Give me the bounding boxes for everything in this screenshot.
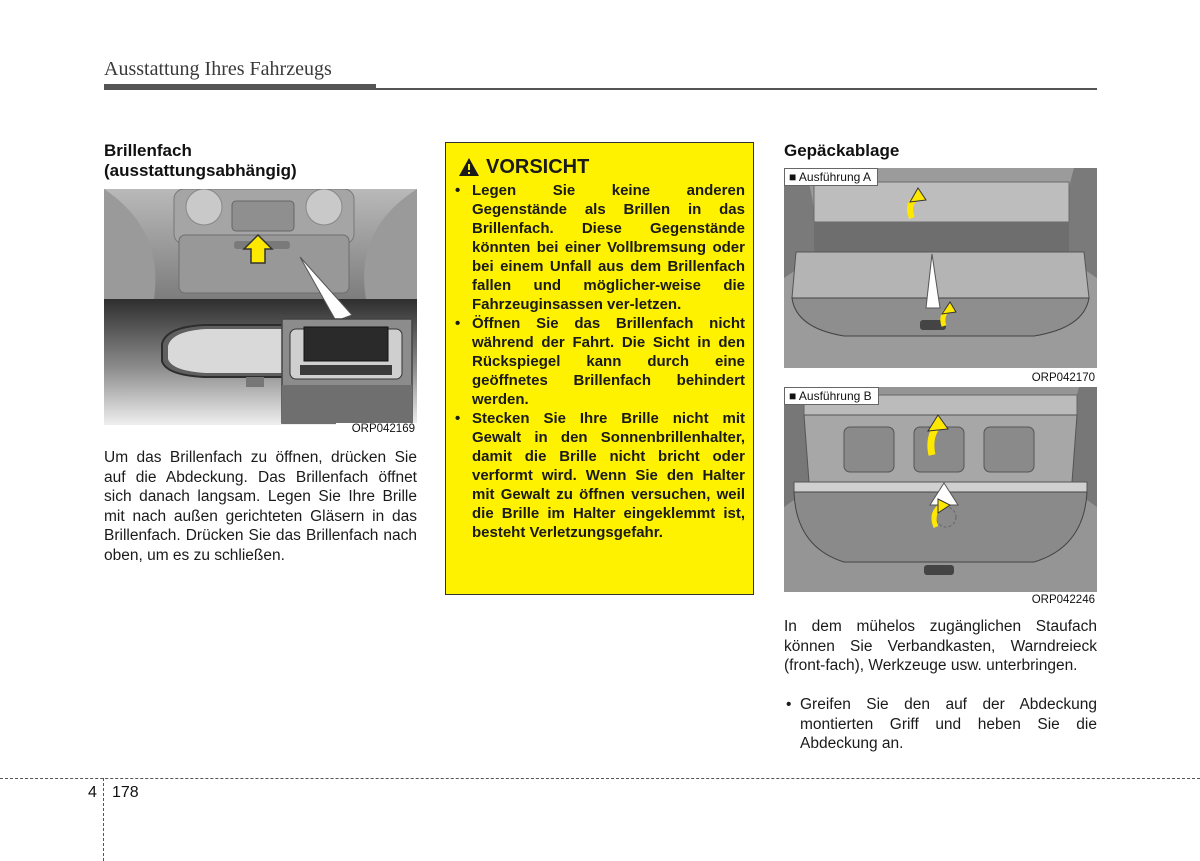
figure-sunglass-holder (104, 189, 417, 437)
chapter-number: 4 (88, 784, 97, 801)
bullet-text: Greifen Sie den auf der Abdeckung montierten Griff und heben Sie die Abdeckung an. (800, 696, 1097, 752)
warning-item: • Legen Sie keine anderen Gegenstände als Brillen in das Brillenfach. Diese Gegenstände könnten bei einer Vollbremsung oder bei einem Unfall aus dem Brillenfach fallen und möglicher-weise die Fahrzeuginsassen ver-letzen. (455, 181, 745, 314)
figure-code: ORP042246 (1031, 594, 1095, 606)
sunglass-holder-illustration (104, 189, 417, 437)
figure-variant-b (784, 387, 1097, 607)
warning-triangle-icon (458, 157, 480, 177)
bullet-dot: • (786, 696, 792, 713)
cargo-variant-b-illustration (784, 387, 1097, 607)
section-heading-gepaeckablage: Gepäckablage (784, 141, 900, 160)
variant-tag: ■ Ausführung A (784, 168, 878, 186)
paragraph-brillenfach: Um das Brillenfach zu öffnen, drücken Sie auf die Abdeckung. Das Brillenfach öffnet sich danach langsam. Legen Sie Ihre Brille mit nach außen gerichteten Gläsern in das Brillenfach. Drücken Sie das Brillenfach nach oben, um es zu schließen. (104, 449, 417, 564)
page-number: 178 (112, 784, 139, 801)
header-rule-accent (104, 84, 376, 90)
heading-line: Brillenfach (104, 141, 192, 160)
cargo-variant-a-illustration (784, 168, 1097, 385)
page-header-title: Ausstattung Ihres Fahrzeugs (104, 58, 332, 80)
bullet-gepaeckablage (784, 695, 1097, 754)
figure-code: ORP042170 (1031, 372, 1095, 384)
warning-list (455, 181, 745, 542)
footer-rule (0, 778, 1200, 779)
footer-divider (103, 778, 104, 861)
warning-item: • Öffnen Sie das Brillenfach nicht während der Fahrt. Die Sicht in den Rückspiegel kann durch eine geöffnetes Brillenfach behindert werden. (455, 314, 745, 409)
figure-variant-a (784, 168, 1097, 385)
warning-title: VORSICHT (486, 156, 590, 178)
paragraph-gepaeckablage: In dem mühelos zugänglichen Staufach können Sie Verbandkasten, Warndreieck (front-fach), Werkzeuge usw. unterbringen. (784, 618, 1097, 674)
warning-box (445, 142, 754, 595)
heading-line: (ausstattungsabhängig) (104, 161, 297, 180)
section-heading-brillenfach (104, 141, 424, 181)
variant-tag: ■ Ausführung B (784, 387, 879, 405)
figure-code: ORP042169 (351, 423, 415, 435)
warning-item: • Stecken Sie Ihre Brille nicht mit Gewalt in den Sonnenbrillenhalter, damit die Brille nicht bricht oder verformt wird. Wenn Sie den Halter mit Gewalt zu öffnen versuchen, weil die Brille im Halter eingeklemmt ist, besteht Verletzungsgefahr. (455, 409, 745, 542)
